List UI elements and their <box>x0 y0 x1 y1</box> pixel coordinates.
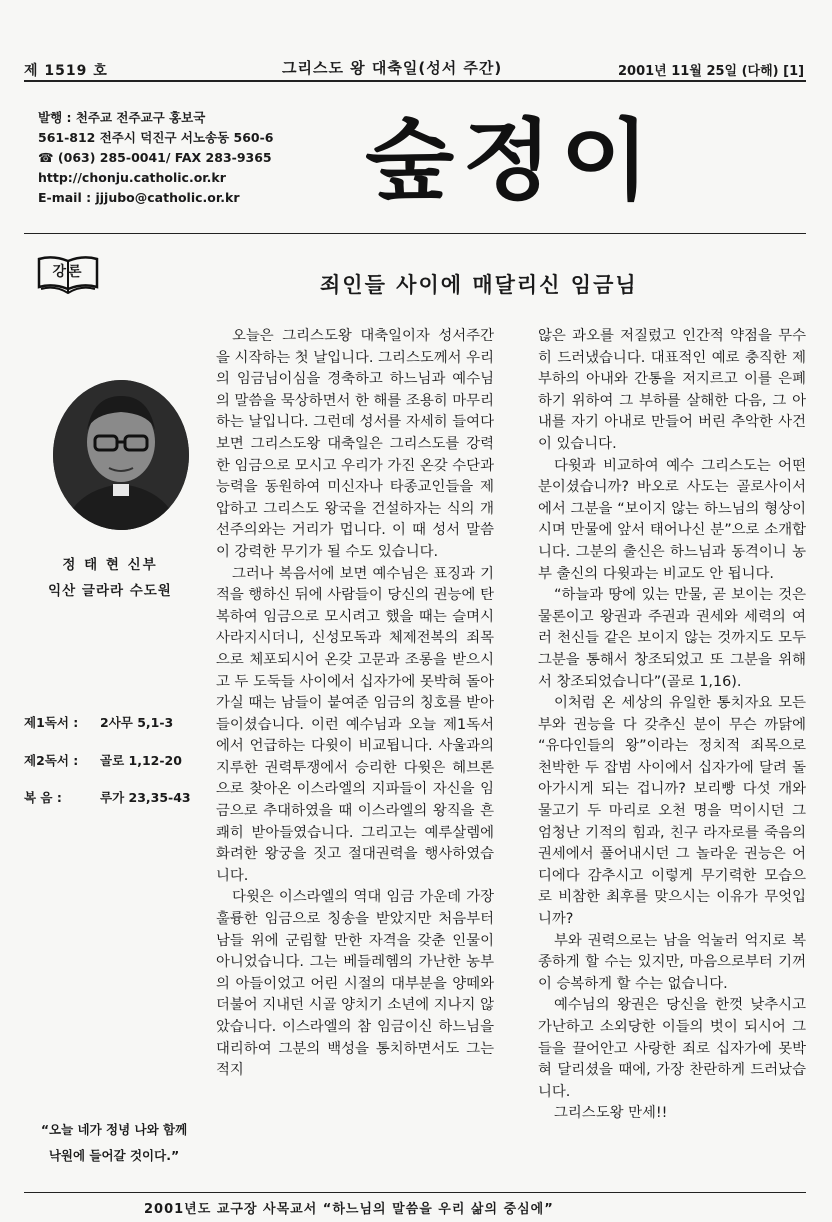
footer-motto: 2001년도 교구장 사목교서 “하느님의 말씀을 우리 삶의 중심에” <box>144 1202 554 1217</box>
reading-ref: 루가 23,35-43 <box>100 790 191 805</box>
feast-title: 그리스도 왕 대축일(성서 주간) <box>282 59 503 77</box>
quote-line-2: 낙원에 들어갈 것이다.” <box>48 1148 180 1163</box>
paragraph: 다윗은 이스라엘의 역대 임금 가운데 가장 훌륭한 임금으로 칭송을 받았지만 처음부터 남들 위에 군림할 만한 자격을 갖춘 인물이 아니었습니다. 그는 베들레헴의 가난한 농부의 아들이었고 어린 시절의 대부분을 양떼와 더불어 지내던 시골 양치기 소년에 지나지 않았습니다. 이스라엘의 참 임금이신 하느님을 대리하여 그분의 백성을 통치하면서도 그는 적지 <box>216 889 494 1079</box>
article-headline: 죄인들 사이에 매달리신 임금님 <box>320 273 638 297</box>
masthead-title: 숲정이 <box>365 108 658 212</box>
reading-1 <box>24 713 173 731</box>
publisher-phone: ☎ (063) 285-0041/ FAX 283-9365 <box>38 150 272 165</box>
publisher-line: 발행 : 천주교 전주교구 홍보국 <box>38 110 206 125</box>
paragraph: 않은 과오를 저질렀고 인간적 약점을 무수히 드러냈습니다. 대표적인 예로 충직한 제 부하의 아내와 간통을 저지르고 이를 은폐하기 위하여 그 부하를 살해한 다음, 그 아내를 자기 아내로 만들어 버린 추악한 사건이 있습니다. <box>538 328 806 452</box>
article-column-right <box>538 326 806 1125</box>
footer-rule <box>24 1192 806 1193</box>
author-photo <box>53 380 189 530</box>
masthead-rule <box>24 233 806 234</box>
paragraph: 이처럼 온 세상의 유일한 통치자요 모든 부와 권능을 다 갖추신 분이 무슨 까닭에 “유다인들의 왕”이라는 정치적 죄목으로 천박한 두 잡범 사이에서 십자가에 달려 돌아가시게 되는 겁니까? 보리빵 다섯 개와 물고기 두 마리로 오천 명을 먹이시던 그 엄청난 기적의 힘과, 친구 라자로를 죽음의 권세에서 풀어내시던 그 놀라운 권능은 어디에다 감추시고 이렇게 무기력한 모습으로 비참한 최후를 맞으시는 이유가 무엇입니까? <box>538 695 806 928</box>
publisher-info <box>38 108 328 208</box>
reading-ref: 골로 1,12-20 <box>100 753 182 768</box>
author-role: 익산 글라라 수도원 <box>48 583 172 599</box>
author-name: 정 태 현 신부 <box>62 557 158 573</box>
paragraph: 오늘은 그리스도왕 대축일이자 성서주간을 시작하는 첫 날입니다. 그리스도께서 우리의 임금님이심을 경축하고 하느님과 예수님의 말씀을 묵상하면서 한 해를 조용히 마무리하는 날입니다. 그런데 성서를 자세히 들여다 보면 그리스도왕 대축일은 그리스도를 강력한 임금으로 모시고 우리가 가진 온갖 수단과 능력을 동원하여 미신자나 타종교인들을 제압하고 그리스도 왕국을 건설하자는 식의 개선주의와는 거리가 멉니다. 이 때 성서 말씀이 강력한 무기가 될 수도 있습니다. <box>216 328 494 560</box>
publisher-address: 561-812 전주시 덕진구 서노송동 560-6 <box>38 130 274 145</box>
reading-3 <box>24 788 191 806</box>
paragraph: 부와 권력으로는 남을 억눌러 억지로 복종하게 할 수는 있지만, 마음으로부터 기꺼이 승복하게 할 수는 없습니다. <box>538 932 806 992</box>
reading-label: 제1독서 : <box>24 715 79 730</box>
article-column-left <box>216 326 494 1082</box>
quote-line-1: “오늘 네가 정녕 나와 함께 <box>40 1122 188 1137</box>
reading-ref: 2사무 5,1-3 <box>100 715 174 730</box>
publisher-web[interactable]: http://chonju.catholic.or.kr <box>38 170 226 185</box>
paragraph: 다윗과 비교하여 예수 그리스도는 어떤 분이셨습니까? 바오로 사도는 골로사이서에서 그분을 “보이지 않는 하느님의 형상이시며 만물에 앞서 태어나신 분”으로 소개합니다. 그분의 출신은 하느님과 동격이니 농부 출신의 다윗과는 비교도 안 됩니다. <box>538 457 806 582</box>
issue-date: 2001년 11월 25일 (다해) [1] <box>618 64 805 79</box>
paragraph: 그러나 복음서에 보면 예수님은 표징과 기적을 행하신 뒤에 사람들이 당신의 권능에 탄복하여 임금으로 모시려고 했을 때는 슬며시 사라지시더니, 신성모독과 체제전복의 죄목으로 체포되시어 온갖 고문과 조롱을 받으시고 두 도둑들 사이에서 십자가에 못박혀 돌아가실 때는 남들이 붙여준 임금의 칭호를 받아들이셨습니다. 이런 예수님과 오늘 제1독서에서 언급하는 다윗이 비교됩니다. 사울과의 지루한 권력투쟁에서 승리한 다윗은 헤브론으로 찾아온 이스라엘의 지파들이 자신을 임금으로 추대하였을 때 이스라엘의 왕직을 흔쾌히 받아들였습니다. 그리고는 예루살렘에 화려한 왕궁을 짓고 절대권력을 행사하였습니다. <box>216 565 494 884</box>
publisher-email[interactable]: E-mail : jjjubo@catholic.or.kr <box>38 190 240 205</box>
issue-number: 제 1519 호 <box>24 63 108 79</box>
reading-label: 제2독서 : <box>24 753 79 768</box>
reading-2 <box>24 751 182 769</box>
header-rule <box>24 80 806 82</box>
paragraph: “하늘과 땅에 있는 만물, 곧 보이는 것은 물론이고 왕권과 주권과 권세와 세력의 여러 천신들 같은 보이지 않는 것까지도 모두 그분을 통해서 창조되었고 또 그분을 위해서 창조되었습니다”(골로 1,16). <box>538 587 806 690</box>
section-badge-label: 강론 <box>52 264 84 280</box>
paragraph: 예수님의 왕권은 당신을 한껏 낮추시고 가난하고 소외당한 이들의 벗이 되시어 그들을 끌어안고 사랑한 죄로 십자가에 못박혀 달리셨을 때에, 가장 찬란하게 드러났습니다. <box>538 997 806 1100</box>
reading-label: 복 음 : <box>24 790 62 805</box>
paragraph: 그리스도왕 만세!! <box>554 1105 668 1122</box>
